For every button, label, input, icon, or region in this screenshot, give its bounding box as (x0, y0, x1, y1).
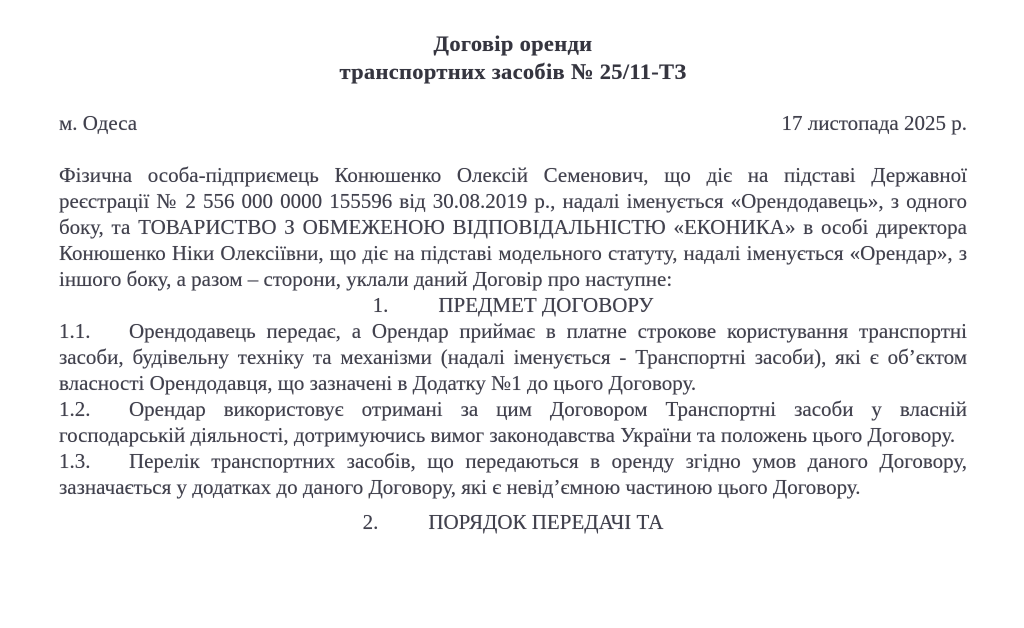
clause-1-2-text: Орендар використовує отримані за цим Договором Транспортні засоби у власній господарській діяльності, дотримуючись вимог законодавства України та положень цього Договору. (59, 397, 967, 447)
section-2-heading (59, 509, 967, 535)
section-1-heading (59, 292, 967, 318)
section-2-title: ПОРЯДОК ПЕРЕДАЧІ ТА (428, 510, 664, 534)
section-1-title: ПРЕДМЕТ ДОГОВОРУ (438, 293, 654, 317)
clause-1-1 (59, 318, 967, 396)
clause-1-1-text: Орендодавець передає, а Орендар приймає в платне строкове користування транспортні засоби, будівельну техніку та механізми (надалі іменується - Транспортні засоби), які є об’єктом власності Орендодавця, що зазначені в Додатку №1 до цього Договору. (59, 319, 967, 395)
clause-1-3-text: Перелік транспортних засобів, що передаються в оренду згідно умов даного Договору, зазначається у додатках до даного Договору, які є невід’ємною частиною цього Договору. (59, 449, 967, 499)
clause-1-2-number: 1.2. (59, 397, 91, 421)
section-1-number: 1. (372, 293, 389, 317)
document-title-line1: Договір оренди (433, 31, 593, 56)
section-2-number: 2. (362, 510, 379, 534)
document-title-line2: транспортних засобів № 25/11-ТЗ (339, 59, 687, 84)
document-title (59, 30, 967, 86)
clause-1-3 (59, 448, 967, 500)
preamble-paragraph: Фізична особа-підприємець Конюшенко Олексій Семенович, що діє на підставі Державної реєстрації № 2 556 000 0000 155596 від 30.08.2019 р., надалі іменується «Орендодавець», з одного боку, та ТОВАРИСТВО З ОБМЕЖЕНОЮ ВІДПОВІДАЛЬНІСТЮ «ЕКОНИКА» в особі директора Конюшенко Ніки Олексіївни, що діє на підставі модельного статуту, надалі іменується «Орендар», з іншого боку, а разом – сторони, уклали даний Договір про наступне: (59, 163, 967, 291)
document-place: м. Одеса (59, 111, 138, 135)
clause-1-2 (59, 396, 967, 448)
clause-1-1-number: 1.1. (59, 319, 91, 343)
place-date-row (59, 110, 967, 136)
clause-1-3-number: 1.3. (59, 449, 91, 473)
document-date: 17 листопада 2025 р. (781, 111, 967, 135)
